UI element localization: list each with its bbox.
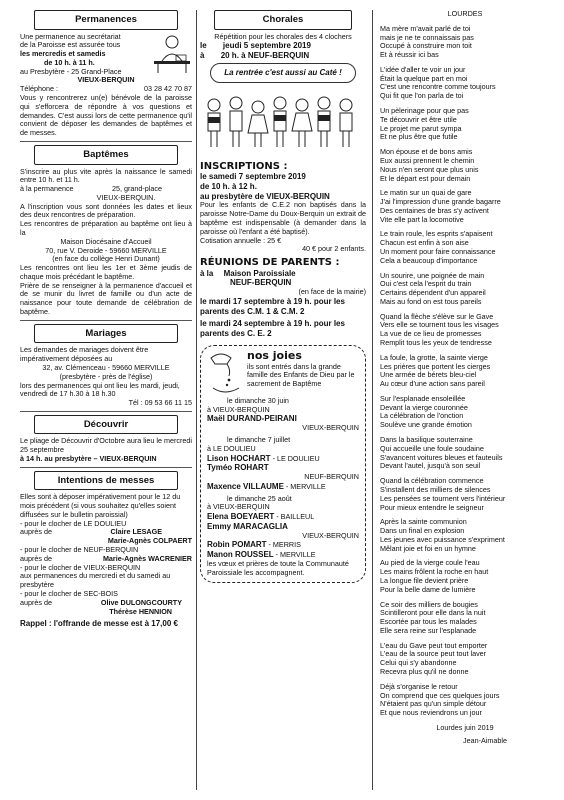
joies-n5: Elena BOEYAERT bbox=[207, 512, 275, 522]
reun-line-5: le mardi 24 septembre à 19 h. pour les parents des C. E. 2 bbox=[200, 319, 345, 339]
chor-line-2a: le bbox=[200, 41, 207, 51]
bapt-line-1: S'inscrire au plus vite après la naissance le samedi entre 10 h. et 11 h. bbox=[20, 166, 192, 185]
mar-line-4: lors des permanences qui ont lieu les mardi, jeudi, vendredi de 17 h.30 à 18 h.30 bbox=[20, 380, 180, 399]
poem-line: Qui accueille une foule soudaine bbox=[380, 443, 484, 453]
poem-title: LOURDES bbox=[447, 9, 483, 18]
joies-end: les vœux et prières de toute la Communauté Paroissiale les accompagnent. bbox=[207, 559, 349, 577]
poem-line: L'idée d'aller te voir un jour bbox=[380, 64, 466, 74]
poem-line: Celui qui s'y abandonne bbox=[380, 658, 457, 668]
poem-line: Vite elle part la locomotive bbox=[380, 214, 464, 224]
secretary-illustration bbox=[148, 33, 192, 73]
poem-line: Mais au fond on est tous pareils bbox=[380, 296, 482, 306]
poem-line: Et le départ est pour demain bbox=[380, 173, 471, 183]
chor-line-1: Répétition pour les chorales des 4 clochers bbox=[214, 31, 352, 41]
poem-line: J'ai l'impression d'une grande bagarre bbox=[380, 197, 501, 207]
joies-d3: le dimanche 25 août bbox=[227, 493, 292, 503]
poem-line: Et ne plus être que futile bbox=[380, 132, 458, 142]
poem-line: Le matin sur un quai de gare bbox=[380, 188, 472, 198]
poem-line: Ma mère m'avait parlé de toi bbox=[380, 23, 471, 33]
poem-stanza bbox=[380, 189, 550, 224]
permanences-heading: Permanences bbox=[34, 10, 178, 30]
poem-line: Au pied de la vierge coule l'eau bbox=[380, 558, 480, 568]
left-column bbox=[20, 10, 192, 632]
poem-stanza bbox=[380, 313, 550, 348]
poem-stanza bbox=[380, 272, 550, 307]
poem-stanza bbox=[380, 107, 550, 142]
reun-line-1b: Maison Paroissiale bbox=[223, 268, 296, 278]
joies-n3p: NEUF-BERQUIN bbox=[304, 472, 359, 482]
poem-line: Pour la belle dame de lumière bbox=[380, 584, 476, 594]
poem-line: mais je ne te connaissais pas bbox=[380, 32, 474, 42]
poem-line: Cela a beaucoup d'importance bbox=[380, 255, 478, 265]
insc-line-3: de 10 h. à 12 h. bbox=[200, 181, 257, 191]
poem-line: L'eau de la source peut tout laver bbox=[380, 649, 487, 659]
poem-line: S'installent des milliers de silences bbox=[380, 484, 491, 494]
joies-d2b: à LE DOULIEU bbox=[207, 443, 256, 453]
right-column bbox=[380, 10, 550, 745]
poem-stanza bbox=[380, 25, 550, 60]
dec-line-1: Le pliage de Découvrir d'Octobre aura lieu le mercredi 25 septembre bbox=[20, 436, 192, 455]
insc-line-4: au presbytère de VIEUX-BERQUIN bbox=[200, 191, 330, 201]
perm-text: Vous y rencontrerez un(e) bénévole de la paroisse qui s'efforcera de répondre à vos questions et demandes. C'est aussi lors de cette permanence qu'il convient de déposer les demandes de baptêmes et de messes. bbox=[20, 93, 192, 138]
poem-line: Sur l'esplanade ensoleillée bbox=[380, 393, 466, 403]
joies-n8p: - MERVILLE bbox=[275, 550, 316, 560]
joies-n1p: VIEUX-BERQUIN bbox=[302, 423, 359, 433]
baptism-water-icon bbox=[207, 350, 243, 394]
poem-line: Dans la basilique souterraine bbox=[380, 435, 473, 445]
mariages-section bbox=[20, 346, 192, 407]
insc-heading: INSCRIPTIONS : bbox=[200, 160, 288, 172]
poem-line: Recevra plus qu'il ne donne bbox=[380, 667, 469, 676]
perm-tel: 03 28 42 70 87 bbox=[144, 84, 192, 94]
cate-banner: La rentrée c'est aussi au Caté ! bbox=[210, 63, 356, 83]
bapt-line-10: Prière de se renseigner à la permanence d'accueil et de se munir du livret de famille ou d'un acte de naissance pour toute demande de célébration de baptême. bbox=[20, 280, 192, 317]
joies-d1b: à VIEUX-BERQUIN bbox=[207, 404, 270, 414]
int-line-10: auprès de bbox=[20, 597, 52, 607]
poem-line: Quand la flèche s'élève sur le Gave bbox=[380, 311, 494, 321]
joies-n3: Tyméo ROHART bbox=[207, 463, 269, 473]
bapt-line-2a: à la permanence bbox=[20, 184, 74, 194]
poem-line: Occupé à construire mon toit bbox=[380, 41, 472, 51]
poem-line: La longue file devient prière bbox=[380, 575, 469, 585]
bapt-line-9: Les rencontres ont lieu les 1er et 3ème jeudis de chaque mois précédant le baptême. bbox=[20, 263, 192, 281]
bapt-line-3: VIEUX-BERQUIN. bbox=[96, 192, 156, 202]
poem-stanza bbox=[380, 66, 550, 101]
poem-line: C'est une rencontre comme toujours bbox=[380, 82, 496, 92]
int-line-3: auprès de bbox=[20, 527, 52, 537]
mariages-heading: Mariages bbox=[34, 324, 178, 344]
poem-line: Et que nous reviendrons un jour bbox=[380, 708, 482, 718]
joies-n6p: VIEUX-BERQUIN bbox=[302, 530, 359, 540]
joies-d2: le dimanche 7 juillet bbox=[227, 434, 291, 444]
column-divider-1 bbox=[196, 10, 197, 790]
joies-title: nos joies bbox=[247, 348, 302, 362]
poem-line: Au cœur d'une action sans pareil bbox=[380, 379, 485, 389]
poem-author: Jean-Aimable bbox=[463, 735, 507, 745]
poem-stanza bbox=[380, 148, 550, 183]
poem-line: Mêlant joie et foi en un hymne bbox=[380, 543, 476, 553]
int-line-10b: Olive DULONGCOURTY bbox=[100, 597, 182, 607]
poem-line: Qui fit que l'on parla de toi bbox=[380, 91, 464, 101]
mar-line-5: Tél : 09 53 66 11 15 bbox=[128, 398, 192, 408]
poem-line: Déjà s'organise le retour bbox=[380, 681, 458, 691]
poem-line: S'avancent voitures bleues et fauteuils bbox=[380, 452, 503, 462]
bapt-line-6: Maison Diocésaine d'Accueil bbox=[60, 236, 152, 246]
poem-stanza bbox=[380, 518, 550, 553]
reunions-section bbox=[200, 257, 366, 339]
poem-body bbox=[380, 25, 550, 718]
joies-n7p: - MERRIS bbox=[268, 540, 301, 550]
poem-line: Mon épouse et de bons amis bbox=[380, 147, 473, 157]
poem-line: Remplit tous les yeux de tendresse bbox=[380, 338, 492, 347]
poem-line: Scintilleront pour elle dans la nuit bbox=[380, 608, 486, 618]
poem-line: Chacun est enfin à son aise bbox=[380, 238, 469, 248]
chor-line-2b: jeudi 5 septembre 2019 bbox=[222, 41, 311, 51]
reun-heading: RÉUNIONS DE PARENTS : bbox=[200, 257, 340, 269]
insc-line-2: le samedi 7 septembre 2019 bbox=[200, 172, 306, 182]
poem-line: Le projet me parut sympa bbox=[380, 123, 462, 133]
poem-line: N'étaient pas qu'un simple détour bbox=[380, 699, 487, 709]
joies-n4: Maxence VILLAUME bbox=[207, 481, 284, 491]
int-line-11: Thérèse HENNION bbox=[109, 606, 172, 616]
poem-line: Elle sera reine sur l'esplanade bbox=[380, 625, 477, 635]
int-line-12: Rappel : l'offrande de messe est à 17,00 € bbox=[20, 619, 178, 629]
poem-line: Nous n'en seront que plus unis bbox=[380, 164, 479, 174]
int-line-1: Elles sont à déposer impérativement pour le 12 du mois précédent (si vous souhaitez qu'elles soient diffusées sur le bulletin paroissial) bbox=[20, 492, 181, 519]
perm-line-2: de la Paroisse est assurée tous bbox=[20, 40, 121, 50]
poem-line: La vue de ce lieu de promesses bbox=[380, 329, 482, 339]
baptemes-heading: Baptêmes bbox=[34, 145, 178, 165]
reun-line-1a: à la bbox=[200, 268, 214, 278]
mar-line-2: 32, av. Clémenceau - 59660 MERVILLE bbox=[42, 362, 170, 372]
insc-cot: Cotisation annuelle : 25 € bbox=[200, 235, 282, 245]
joies-n5p: - BAILLEUL bbox=[276, 512, 315, 522]
int-line-2: - pour le clocher de LE DOULIEU bbox=[20, 518, 127, 528]
int-line-9: - pour le clocher de SEC-BOIS bbox=[20, 588, 118, 598]
perm-line-5: au Presbytère - 25 Grand-Place bbox=[20, 66, 122, 76]
poem-line: Soulève une grande émotion bbox=[380, 420, 472, 430]
poem-line: Quand la célébration commence bbox=[380, 476, 484, 486]
joies-n2p: - LE DOULIEU bbox=[272, 453, 320, 463]
poem-line: Une armée de bérets bleu-ciel bbox=[380, 370, 477, 380]
int-line-8: aux permanences du mercredi et du samedi au presbytère bbox=[20, 571, 171, 590]
poem-line: La foule, la grotte, la sainte vierge bbox=[380, 352, 488, 362]
poem-line: Oui c'est cela l'esprit du train bbox=[380, 279, 472, 289]
column-divider-2 bbox=[372, 10, 373, 790]
perm-line-3: les mercredis et samedis bbox=[20, 49, 106, 59]
chor-line-3b: 20 h. à NEUF-BERQUIN bbox=[220, 51, 310, 61]
poem-line: On comprend que ces quelques jours bbox=[380, 690, 500, 700]
poem-line: Les pensées se tournent vers l'intérieur bbox=[380, 493, 506, 503]
poem-line: Était la quelque part en moi bbox=[380, 73, 468, 83]
poem-line: L'eau du Gave peut tout emporter bbox=[380, 640, 488, 650]
baptemes-section bbox=[20, 168, 192, 317]
poem-line: Dans un final en explosion bbox=[380, 526, 465, 536]
poem-stanza bbox=[380, 395, 550, 430]
children-illustration bbox=[200, 91, 366, 151]
middle-column bbox=[200, 10, 366, 583]
poem-line: Vers elle se tournent tous les visages bbox=[380, 320, 499, 330]
int-line-4: Marie-Agnès COLPAERT bbox=[107, 536, 192, 546]
poem-line: Eux aussi prennent le chemin bbox=[380, 155, 475, 165]
joies-intro: ils sont entrés dans la grande famille des Enfants de Dieu par le sacrement de Baptême bbox=[247, 361, 355, 389]
chor-line-3a: à bbox=[200, 51, 205, 61]
int-line-6b: Marie-Agnès WACRENIER bbox=[102, 553, 192, 563]
poem-stanza bbox=[380, 230, 550, 265]
joies-n2: Lison HOCHART bbox=[207, 453, 271, 463]
chorales-section bbox=[200, 33, 366, 158]
joies-n4p: - MERVILLE bbox=[285, 481, 326, 491]
joies-n7: Robin POMART bbox=[207, 540, 267, 550]
intentions-section bbox=[20, 493, 192, 629]
perm-line-6: VIEUX-BERQUIN bbox=[77, 75, 135, 85]
mar-line-3: (presbytère - près de l'église) bbox=[59, 371, 153, 381]
perm-line-1: Une permanence au secrétariat bbox=[20, 31, 121, 41]
int-line-7: - pour le clocher de VIEUX-BERQUIN bbox=[20, 562, 141, 572]
joies-d1: le dimanche 30 juin bbox=[227, 395, 289, 405]
bapt-line-8: (en face du collège Henri Dunant) bbox=[52, 254, 160, 264]
poem-line: Un pèlerinage pour que pas bbox=[380, 106, 469, 116]
poem-date: Lourdes juin 2019 bbox=[436, 722, 494, 732]
poem-line: Les jeunes avec puissance s'expriment bbox=[380, 534, 505, 544]
bapt-line-5: Les rencontres de préparation au baptême ont lieu à la bbox=[20, 219, 192, 237]
poem-line: Te découvrir et être utile bbox=[380, 114, 457, 124]
poem-line: Devant l'autel, jusqu'à son seuil bbox=[380, 461, 481, 471]
poem-line: Un sourire, une poignée de main bbox=[380, 270, 485, 280]
int-line-3b: Claire LESAGE bbox=[110, 527, 162, 537]
decouvrir-section bbox=[20, 437, 192, 463]
dec-line-2: à 14 h. au presbytère – VIEUX-BERQUIN bbox=[20, 454, 157, 463]
joies-n6: Emmy MARACAGLIA bbox=[207, 521, 288, 531]
poem-line: Un moment pour faire connaissance bbox=[380, 246, 496, 256]
bapt-line-4: A l'inscription vous sont données les dates et lieux des deux rencontres de préparation. bbox=[20, 201, 192, 220]
poem-line: Certains dépendent d'un appareil bbox=[380, 288, 486, 298]
inscriptions-section bbox=[200, 161, 366, 254]
poem-stanza bbox=[380, 642, 550, 677]
perm-line-4: de 10 h. à 11 h. bbox=[44, 57, 95, 67]
poem-line: Et à réussir ici bas bbox=[380, 50, 439, 60]
poem-stanza bbox=[380, 436, 550, 471]
poem-line: Après la sainte communion bbox=[380, 517, 467, 527]
bapt-line-2b: 25, grand-place bbox=[112, 184, 162, 194]
nos-joies-box bbox=[200, 345, 366, 583]
poem-line: Escortée par tous les malades bbox=[380, 617, 477, 627]
int-line-5: - pour le clocher de NEUF-BERQUIN bbox=[20, 545, 139, 555]
poem-stanza bbox=[380, 354, 550, 389]
poem-line: Les prières que portent les cierges bbox=[380, 361, 491, 371]
permanences-section bbox=[20, 33, 192, 138]
reun-line-4: le mardi 17 septembre à 19 h. pour les parents des C.M. 1 & C.M. 2 bbox=[200, 296, 345, 316]
joies-n1: Maël DURAND-PEIRANI bbox=[207, 414, 297, 424]
chorales-heading: Chorales bbox=[214, 10, 352, 30]
joies-n8: Manon ROUSSEL bbox=[207, 550, 274, 560]
poem-line: La célébration de l'onction bbox=[380, 411, 464, 421]
int-line-6: auprès de bbox=[20, 553, 52, 563]
intentions-heading: Intentions de messes bbox=[34, 471, 178, 491]
reun-line-2: NEUF-BERQUIN bbox=[230, 278, 292, 288]
joies-d3b: à VIEUX-BERQUIN bbox=[207, 502, 270, 512]
insc-text: Pour les enfants de C.E.2 non baptisés dans la paroisse Notre-Dame du Doux-Berquin un extrait de baptême est indispensable (à demander dans la paroisse où l'enfant a été baptisé). bbox=[200, 200, 366, 236]
poem-line: Ce soir des milliers de bougies bbox=[380, 599, 478, 609]
mar-line-1: Les demandes de mariages doivent être impérativement déposées au bbox=[20, 345, 149, 364]
poem-line: Le train roule, les esprits s'apaisent bbox=[380, 229, 493, 239]
bapt-line-7: 70, rue V. Deroide - 59660 MERVILLE bbox=[45, 245, 167, 255]
poem-stanza bbox=[380, 683, 550, 718]
poem-line: Devant la vierge couronnée bbox=[380, 402, 468, 412]
perm-tel-label: Téléphone : bbox=[20, 84, 58, 94]
poem-line: Pour mieux entendre le seigneur bbox=[380, 502, 484, 512]
poem-stanza bbox=[380, 559, 550, 594]
poem-line: Les mains frôlent la roche en haut bbox=[380, 567, 489, 577]
poem-stanza bbox=[380, 601, 550, 636]
reun-line-3: (en face de la mairie) bbox=[298, 287, 366, 297]
poem-line: Des centaines de bras s'y activent bbox=[380, 205, 489, 215]
poem-stanza bbox=[380, 477, 550, 512]
insc-cot2: 40 € pour 2 enfants. bbox=[302, 244, 366, 254]
decouvrir-heading: Découvrir bbox=[34, 415, 178, 435]
